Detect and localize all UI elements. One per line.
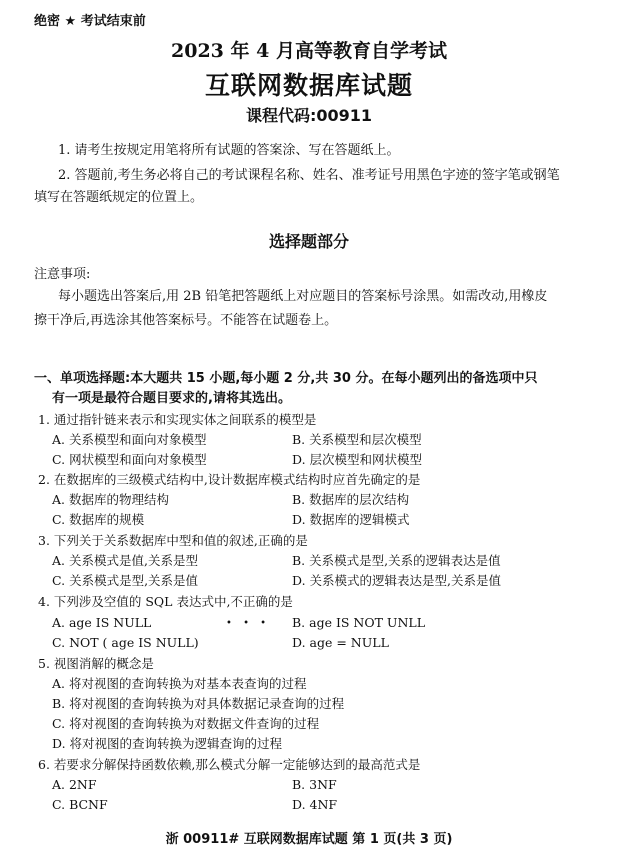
question-4-option-c: C. NOT ( age IS NULL) bbox=[52, 635, 199, 650]
question-1-option-b: B. 关系模型和层次模型 bbox=[292, 432, 422, 447]
question-6-option-c: C. BCNF bbox=[52, 797, 108, 812]
question-6-option-b: B. 3NF bbox=[292, 777, 337, 792]
question-1-option-d: D. 层次模型和网状模型 bbox=[292, 452, 423, 467]
page-footer: 浙 00911# 互联网数据库试题 第 1 页(共 3 页) bbox=[165, 832, 453, 847]
question-2-option-a: A. 数据库的物理结构 bbox=[52, 492, 169, 507]
instruction-2: 2. 答题前,考生务必将自己的考试课程名称、姓名、准考证号用黑色字迹的签字笔或钢笔 bbox=[58, 168, 560, 183]
note-line-2: 擦干净后,再选涂其他答案标号。不能答在试题卷上。 bbox=[34, 313, 338, 328]
question-6-option-d: D. 4NF bbox=[292, 797, 338, 812]
question-3-option-d: D. 关系模式的逻辑表达是型,关系是值 bbox=[292, 573, 501, 588]
question-3-option-a: A. 关系模式是值,关系是型 bbox=[52, 553, 198, 568]
question-5-option-c: C. 将对视图的查询转换为对数据文件查询的过程 bbox=[52, 716, 320, 731]
instruction-1: 1. 请考生按规定用笔将所有试题的答案涂、写在答题纸上。 bbox=[58, 143, 400, 158]
exam-title: 2023 年 4 月高等教育自学考试 bbox=[171, 40, 447, 62]
note-line-1: 每小题选出答案后,用 2B 铅笔把答题纸上对应题目的答案标号涂黑。如需改动,用橡皮 bbox=[58, 289, 548, 304]
question-5-option-b: B. 将对视图的查询转换为对具体数据记录查询的过程 bbox=[52, 696, 345, 711]
question-4-stem: 4. 下列涉及空值的 SQL 表达式中,不正确的是 bbox=[38, 594, 293, 609]
question-4-option-a: A. age IS NULL bbox=[52, 615, 152, 630]
question-1-option-c: C. 网状模型和面向对象模型 bbox=[52, 452, 207, 467]
question-6-stem: 6. 若要求分解保持函数依赖,那么模式分解一定能够达到的最高范式是 bbox=[38, 757, 421, 772]
emphasis-dots: • • • bbox=[226, 618, 271, 629]
question-2-option-d: D. 数据库的逻辑模式 bbox=[292, 512, 410, 527]
question-1-stem: 1. 通过指针链来表示和实现实体之间联系的模型是 bbox=[38, 412, 317, 427]
question-5-stem: 5. 视图消解的概念是 bbox=[38, 656, 154, 671]
question-6-option-a: A. 2NF bbox=[52, 777, 97, 792]
question-5-option-d: D. 将对视图的查询转换为逻辑查询的过程 bbox=[52, 736, 283, 751]
note-label: 注意事项: bbox=[34, 267, 91, 282]
question-3-option-b: B. 关系模式是型,关系的逻辑表达是值 bbox=[292, 553, 501, 568]
subject-title: 互联网数据库试题 bbox=[204, 71, 413, 100]
part1-heading-line1: 一、单项选择题:本大题共 15 小题,每小题 2 分,共 30 分。在每小题列出的备选项中只 bbox=[34, 371, 538, 386]
question-1-option-a: A. 关系模型和面向对象模型 bbox=[52, 432, 207, 447]
part1-heading-line2: 有一项是最符合题目要求的,请将其选出。 bbox=[52, 391, 291, 406]
question-4-option-d: D. age = NULL bbox=[292, 635, 389, 650]
question-4-option-b: B. age IS NOT UNLL bbox=[292, 615, 426, 630]
instruction-2-cont: 填写在答题纸规定的位置上。 bbox=[34, 190, 204, 205]
question-3-option-c: C. 关系模式是型,关系是值 bbox=[52, 573, 199, 588]
question-3-stem: 3. 下列关于关系数据库中型和值的叙述,正确的是 bbox=[38, 533, 308, 548]
question-5-option-a: A. 将对视图的查询转换为对基本表查询的过程 bbox=[52, 676, 307, 691]
confidential-label: 绝密 ★ 考试结束前 bbox=[34, 14, 146, 29]
section-title: 选择题部分 bbox=[268, 232, 349, 251]
question-2-option-c: C. 数据库的规模 bbox=[52, 512, 145, 527]
course-code: 课程代码:00911 bbox=[245, 106, 373, 125]
question-2-stem: 2. 在数据库的三级模式结构中,设计数据库模式结构时应首先确定的是 bbox=[38, 472, 421, 487]
question-2-option-b: B. 数据库的层次结构 bbox=[292, 492, 410, 507]
